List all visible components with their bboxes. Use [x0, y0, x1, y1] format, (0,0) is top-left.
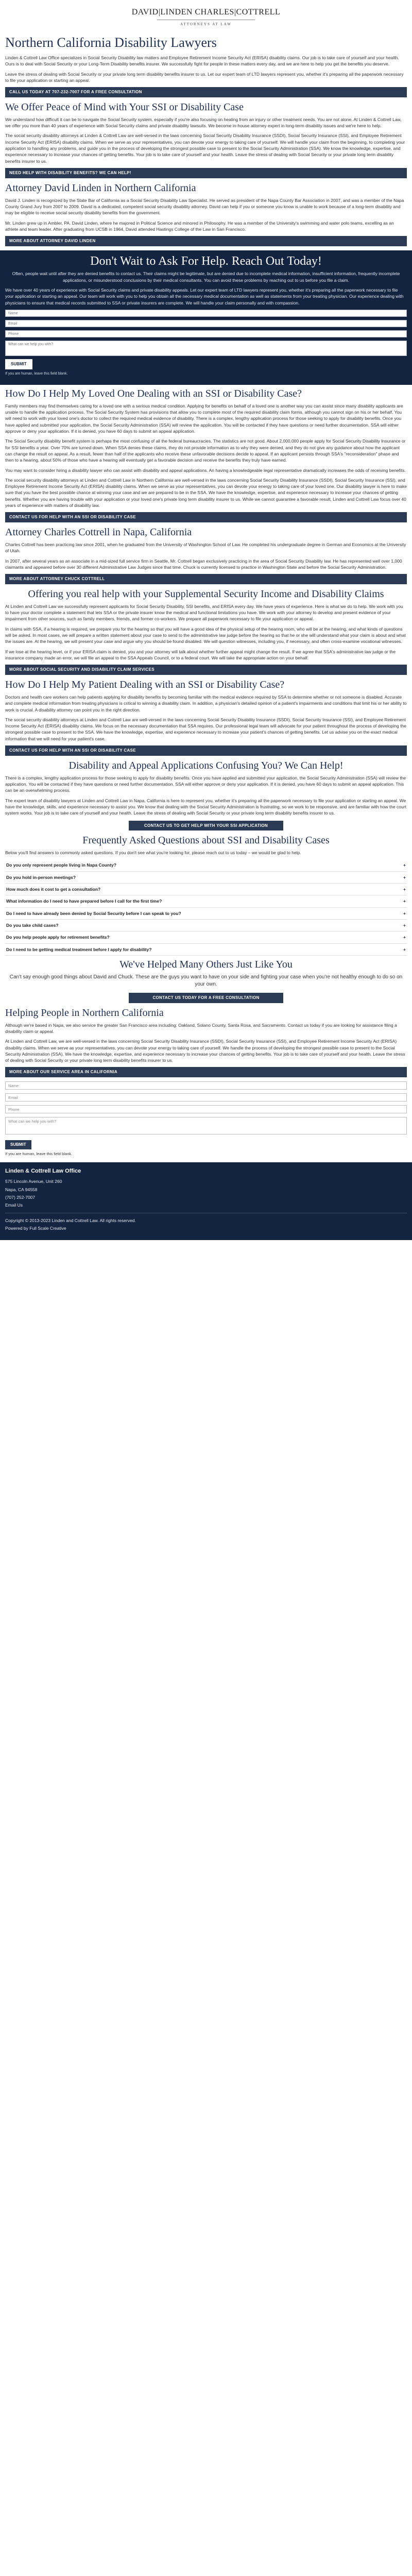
plus-icon: +: [403, 899, 406, 904]
faq-question: What information do I need to have prepared before I call for the first time?: [6, 899, 162, 904]
ssi-application-button[interactable]: CONTACT US TO GET HELP WITH YOUR SSI APPLICATION: [129, 821, 283, 831]
faq-question: Do you only represent people living in Napa County?: [6, 862, 116, 868]
faq-question: Do you help people apply for retirement benefits?: [6, 935, 110, 940]
faq-heading: Frequently Asked Questions about SSI and Disability Cases: [82, 835, 330, 846]
footer: [0, 1162, 412, 1241]
patient-paragraph-1: Doctors and health care workers can help patients applying for disability benefits by becoming familiar with the medical evidence required by SSA to determine whether or not someone is disabled. Accurate and complete medical information from treating physicians is critical to winning a disability claim. In addition, a physician's detailed opinion of a patient's impairments and conditions that limit his or her ability to work is crucial. A disability attorney can point you in the right direction.: [5, 694, 407, 713]
faq-question: Do you hold in-person meetings?: [6, 874, 76, 880]
peace-of-mind-paragraph-2: The social security disability attorneys at Linden & Cottrell Law are well-versed in the laws concerning Social Security Disability Insurance (SSDI), Social Security Insurance (SSI), and Employee Retirement Income Security Act (ERISA) disability claims. When we serve as your representatives, you can devote your energy to taking care of yourself. We will handle your claim from the beginning, to completing your application to handling any problems, and guide you in the process of developing the strongest possible case to present to the Social Security Administration (SSA). We know the knowledge, expertise, and experience necessary to increase your chances of getting benefits. Your job is to take care of yourself and your health. Leave the stress of dealing with Social Security or your private long term disability benefits insurer to us.: [5, 133, 405, 164]
email-input[interactable]: Email: [5, 1093, 407, 1101]
logo-name: DAVID|LINDEN CHARLES|COTTRELL: [131, 8, 281, 16]
service-area-button[interactable]: MORE ABOUT OUR SERVICE AREA IN CALIFORNIA: [5, 1067, 407, 1077]
peace-of-mind-heading: We Offer Peace of Mind with Your SSI or Disability Case: [5, 101, 244, 113]
service-area-paragraph-2: At Linden and Cottrell Law, we are well-versed in the laws concerning Social Security Disability Insurance (SSDI), Social Security Insurance (SSI), and Employee Retirement Income Security Act (ERISA) disability claims. When we serve as your representatives, you can devote your energy to taking care of yourself. We handle the process of developing the strongest possible case to present to the Social Security Administration (SSA). We have the knowledge, expertise, and experience necessary to increase your chances of getting benefits. Your job is to take care of yourself and your health. Leave the stress of dealing with Social Security or your private long term disability benefits insurer to us.: [5, 1039, 405, 1063]
intro-paragraph-2: Leave the stress of dealing with Social Security or your private long term disability benefits insurer to us. Let our expert team of LTD lawyers represent you, whether it's preparing all the paperwork necessary to file your application or starting an appeal.: [5, 71, 404, 83]
page-title: Northern California Disability Lawyers: [5, 35, 217, 50]
call-us-cta-button[interactable]: CALL US TODAY AT 707-232-7007 FOR A FREE CONSULTATION: [5, 87, 407, 97]
david-linden-paragraph-2: Mr. Linden grew up in Ambler, PA. David Linden, where he majored in Political Science and minored in Philosophy. He was a member of the University's swimming and water polo teams, excelling as an athlete and team leader. After graduating from UCSB in 1964, David attended Hastings College of the Law in San Francisco.: [5, 220, 394, 232]
faq-item[interactable]: [5, 895, 407, 907]
plus-icon: +: [403, 862, 406, 868]
faq-question: Do I need to have already been denied by Social Security before I can speak to you?: [6, 910, 181, 916]
submit-button[interactable]: SUBMIT: [5, 1140, 31, 1149]
email-input[interactable]: Email: [5, 320, 407, 327]
testimonial-quote: Can't say enough good things about David and Chuck. These are the guys you want to have on your side and fighting your case when you're not healthy enough to do so on your own.: [9, 974, 403, 988]
phone-input[interactable]: Phone: [5, 330, 407, 337]
loved-one-paragraph-3: You may want to consider hiring a disability lawyer who can assist with disability and appeal applications. An having a knowledgeable legal representative dramatically increases the odds of receiving benefits.: [5, 467, 406, 473]
message-textarea[interactable]: What can we help you with?: [5, 1117, 407, 1134]
intro-paragraph-1: Linden & Cottrell Law Office specializes in Social Security Disability law matters and Employee Retirement Income Security Act (ERISA) disability claims. Our job is to take care of yourself and your health. Ours is to deal with Social Security or your Long-Term Disability benefits insurer. We successfully fight for people in these matters every day, and we are here to help you get the benefits you deserve.: [5, 55, 399, 67]
free-consultation-button[interactable]: CONTACT US TODAY FOR A FREE CONSULTATION: [129, 993, 283, 1003]
claim-services-button[interactable]: MORE ABOUT SOCIAL SECURITY AND DISABILITY CLAIM SERVICES: [5, 665, 407, 675]
dont-wait-paragraph-1: Often, people wait until after they are denied benefits to contact us. Their claims might be legitimate, but are denied due to incomplete medical information, insufficient information, frequently incomplete applications, or misunderstood conclusions by their medical consultants. You can avoid these problems by reaching out to us before you file a claim.: [12, 271, 400, 283]
real-help-paragraph-2: In claims with SSA, if a hearing is required, we prepare you for the hearing so that you will have a good idea of the physical setup of the hearing room, who will be at the hearing, and what kinds of questions will be asked. In most cases, we will prepare a written statement about your case to send to the administrative law judge before the hearing so that he or she will understand what your claim is about and what the issues are. At the hearing, we will present your case and argue why you should be found disabled. We will question witnesses, including you, if necessary, and often cross-examine vocational witnesses.: [5, 626, 406, 645]
real-help-paragraph-3: If we lose at the hearing level, or if your ERISA claim is denied, you and your attorney will talk about whether further appeal might change the result. If we agree that SSA's administrative law judge or the insurance company made an error, we will file an appeal to the SSA Appeals Council, or to a federal court. We will take the appropriate action on your behalf.: [5, 649, 396, 660]
message-textarea[interactable]: What can we help you with?: [5, 341, 407, 356]
loved-one-paragraph-4: The social security disability attorneys at Linden and Cottrell Law in Northern California are well-versed in the laws concerning Social Security Disability Insurance (SSDI), Social Security Insurance (SSI), and Employee Retirement Income Security Act (ERISA) disability claims. When we serve as your representatives, you can devote your energy to taking care of your loved one. Our disability lawyer is here to make sure that you have the best possible chance at winning your case and we are prepared to be in the SSA. We have the knowledge, expertise, and experience necessary to increase your chances of getting benefits. Whether you are having trouble with your application or your loved one's private long term disability insurer to us. While we cannot guarantee a favorable result, Linden and Cottrell Law focus over 40 years of experience with matters of disability law.: [5, 477, 407, 509]
plus-icon: +: [403, 887, 406, 892]
footer-title: Linden & Cottrell Law Office: [5, 1167, 81, 1174]
service-area-heading: Helping People in Northern California: [5, 1007, 164, 1019]
site-logo[interactable]: [5, 0, 407, 30]
real-help-heading: Offering you real help with your Supplemental Security Income and Disability Claims: [28, 588, 384, 600]
more-about-chuck-button[interactable]: MORE ABOUT ATTORNEY CHUCK COTTRELL: [5, 574, 407, 584]
footer-copyright: Copyright © 2013-2023 Linden and Cottrell Law. All rights reserved.: [5, 1217, 136, 1223]
service-area-paragraph-1: Although we're based in Napa, we also service the greater San Francisco area including: Oakland, Solano County, Santa Rosa, and Sacramento. Contact us today if you are looking for assistance filing a disability claim or appeal.: [5, 1022, 397, 1034]
charles-cottrell-paragraph-2: In 2007, after several years as an associate in a mid-sized full service firm in Seattle, Mr. Cottrell began exclusively practicing in the area of Social Security Disability law. He has represented well over 1,000 claimants and appeared before over 30 different Administrative Law Judges since that time. Chuck is currently licensed to practice in Washington State and before the Social Security Administration.: [5, 558, 402, 570]
footer-email-link[interactable]: Email Us: [5, 1202, 23, 1208]
charles-cottrell-paragraph-1: Charles Cottrell has been practicing law since 2001, when he graduated from the University of Washington School of Law. He completed his undergraduate degree in German and Economics at the University of Utah.: [5, 541, 406, 554]
plus-icon: +: [403, 923, 406, 928]
contact-section-dark: [0, 250, 412, 385]
faq-list: [5, 859, 407, 956]
peace-of-mind-paragraph-1: We understand how difficult it can be to navigate the Social Security system, especially if you're also focusing on healing from an injury or other treatment needs. You are not alone. At Linden & Cottrell Law, we offer you more than 40 years of experience with Social Security claims and private disability lawsuits. We become in-house attorney expert in long-term disability issues and we're here to help.: [5, 116, 402, 129]
footer-address-1: 575 Lincoln Avenue, Unit 260: [5, 1179, 62, 1184]
faq-question: Do I need to be getting medical treatment before I apply for disability?: [6, 946, 152, 952]
david-linden-paragraph-1: David J. Linden is recognized by the State Bar of California as a Social Security Disability Law Specialist. He served as president of the Napa County Bar Association in 2007, and was a member of the Napa County Grand Jury from 2007 to 2009. David is a dedicated, competent social security disability attorney. David can help if you or someone you know is unable to work because of a long-term disability and may be eligible to receive social security disability benefits from the government.: [5, 197, 404, 216]
faq-item[interactable]: [5, 920, 407, 931]
loved-one-heading: How Do I Help My Loved One Dealing with an SSI or Disability Case?: [5, 387, 302, 399]
real-help-paragraph-1: At Linden and Cottrell Law we successfully represent applicants for Social Security Disability, SSI benefits, and ERISA every day. We have years of experience. Here is what we do to help. We work with you to have your doctor complete a statement that lets SSA or the private insurer know the medical and functional limitations you have. We work with your attorney to develop and present evidence of your impairment from other sources, such as family members, friends, and former co-workers. We prepare all paperwork necessary to file your application or appeal.: [5, 603, 403, 622]
more-about-david-button[interactable]: MORE ABOUT ATTORNEY DAVID LINDEN: [5, 236, 407, 246]
patient-heading: How Do I Help My Patient Dealing with an SSI or Disability Case?: [5, 679, 285, 690]
loved-one-paragraph-2: The Social Security disability benefit system is perhaps the most confusing of all the federal bureaucracies. The statistics are not good. About 2,000,000 people apply for Social Security Disability Insurance or for SSI benefits a year. Over 70% are turned down. When SSA denies these claims, they do not provide information as to why they were denied, and they do not give any guidance about how the applicant can change the result on appeal. As a result, fewer than half of the applicants who receive these unfavorable decisions decide to appeal. If an applicant persists through SSA's "reconsideration" phase and then to a hearing, about 50% of those who have a hearing will eventually get a favorable decision and receive the benefits they truly have earned.: [5, 438, 406, 463]
footer-phone-link[interactable]: (707) 252-7007: [5, 1195, 36, 1200]
patient-paragraph-2: The social security disability attorneys at Linden and Cottrell Law are well-versed in the laws concerning Social Security Disability Insurance (SSDI), Social Security Insurance (SSI), and Employee Retirement Income Security Act (ERISA) disability claims. We focus on the necessary documentation that SSA requires. Our professional legal team will advocate for your patient throughout the process of developing the strongest possible case to present to the SSA. We have the knowledge, expertise, and experience necessary to increase your patient's chances of getting benefits. Let us advise you on the exact medical information that we will need for your patient's case.: [5, 717, 406, 741]
faq-item[interactable]: [5, 931, 407, 943]
david-linden-heading: Attorney David Linden in Northern California: [5, 182, 196, 194]
plus-icon: +: [403, 946, 406, 952]
faq-item[interactable]: [5, 944, 407, 956]
faq-intro: Below you'll find answers to commonly asked questions. If you don't see what you're looking for, please reach out to us today – we would be glad to help.: [5, 850, 301, 856]
phone-input[interactable]: Phone: [5, 1105, 407, 1113]
logo-subtitle: ATTORNEYS AT LAW: [180, 22, 232, 27]
charles-cottrell-heading: Attorney Charles Cottrell in Napa, California: [5, 526, 192, 538]
patient-contact-button[interactable]: CONTACT US FOR HELP WITH AN SSI OR DISABILITY CASE: [5, 745, 407, 756]
faq-item[interactable]: [5, 908, 407, 920]
faq-question: Do you take child cases?: [6, 923, 59, 928]
faq-question: How much does it cost to get a consultation?: [6, 887, 101, 892]
name-input[interactable]: Name: [5, 310, 407, 317]
dont-wait-heading: Don't Wait to Ask For Help. Reach Out Today!: [90, 254, 322, 268]
footer-address-2: Napa, CA 94558: [5, 1187, 38, 1192]
testimonial-heading: We've Helped Many Others Just Like You: [119, 958, 293, 970]
appeal-paragraph-1: There is a complex, lengthy application process for those seeking to apply for disability benefits. Once you have applied and submitted your application, the Social Security Administration (SSA) will review the application. You will be contacted if they have questions or need further documentation. SSA will either approve or deny your application. If it is denied, you have 60 days to submit an appeal application. This can be an overwhelming process.: [5, 775, 406, 793]
human-note: If you are human, leave this field blank.: [5, 371, 68, 376]
faq-item[interactable]: [5, 859, 407, 871]
appeal-paragraph-2: The expert team of disability lawyers at Linden and Cottrell Law in Napa, California is here to represent you, whether it's preparing all the paperwork necessary to file your application or starting an appeal. We have the knowledge, skills, and experience necessary to assist you. We know that dealing with the Social Security Administration is frustrating, so we work to be responsive, and are familiar with how the court system works. Your job is to take care of yourself and your health. Leave the stress of dealing with Social Security or your private long term disability benefits insurer to us.: [5, 798, 406, 816]
plus-icon: +: [403, 935, 406, 940]
loved-one-paragraph-1: Family members may find themselves caring for a loved one with a serious medical condition. Applying for benefits on behalf of a loved one is another way you can assist since many disability applicants are unable to handle the application process. The Social Security System has provisions that allow you to complete most of the required disability claim forms, although you cannot sign on his or her behalf. You will need to work with your loved one's doctor to collect the required medical evidence of disability. There is a complex, lengthy application process for those seeking to apply for disability benefits. Once you have applied and submitted your application, the Social Security Administration (SSA) will review the application. You will be contacted if they have questions or need further documentation. SSA will either approve or deny your application. If it is denied, you have 60 days to submit an appeal application.: [5, 403, 403, 434]
dont-wait-paragraph-2: We have over 40 years of experience with Social Security claims and private disability appeals. Let our expert team of LTD lawyers represent you, whether it's preparing all the paperwork necessary to file your application or starting an appeal. Our team will work with you to help you obtain all the necessary medical documentation as well as statements from your treating physician. Our experience dealing with physicians to ensure that medical records submitted to SSA or private insurers are complete. We will handle your claim personally and with compassion.: [5, 287, 404, 306]
faq-item[interactable]: [5, 872, 407, 884]
need-help-cta-button[interactable]: NEED HELP WITH DISABILITY BENEFITS? WE CAN HELP!: [5, 168, 407, 178]
submit-button[interactable]: SUBMIT: [5, 359, 32, 369]
footer-powered-by[interactable]: Powered by Full Scale Creative: [5, 1226, 66, 1231]
contact-help-cta-button[interactable]: CONTACT US FOR HELP WITH AN SSI OR DISABILITY CASE: [5, 512, 407, 522]
name-input[interactable]: Name: [5, 1081, 407, 1090]
plus-icon: +: [403, 910, 406, 916]
bottom-contact-form: [5, 1081, 407, 1157]
faq-item[interactable]: [5, 884, 407, 895]
appeal-heading: Disability and Appeal Applications Confusing You? We Can Help!: [68, 759, 344, 771]
human-note: If you are human, leave this field blank.: [5, 1151, 73, 1156]
plus-icon: +: [403, 874, 406, 880]
